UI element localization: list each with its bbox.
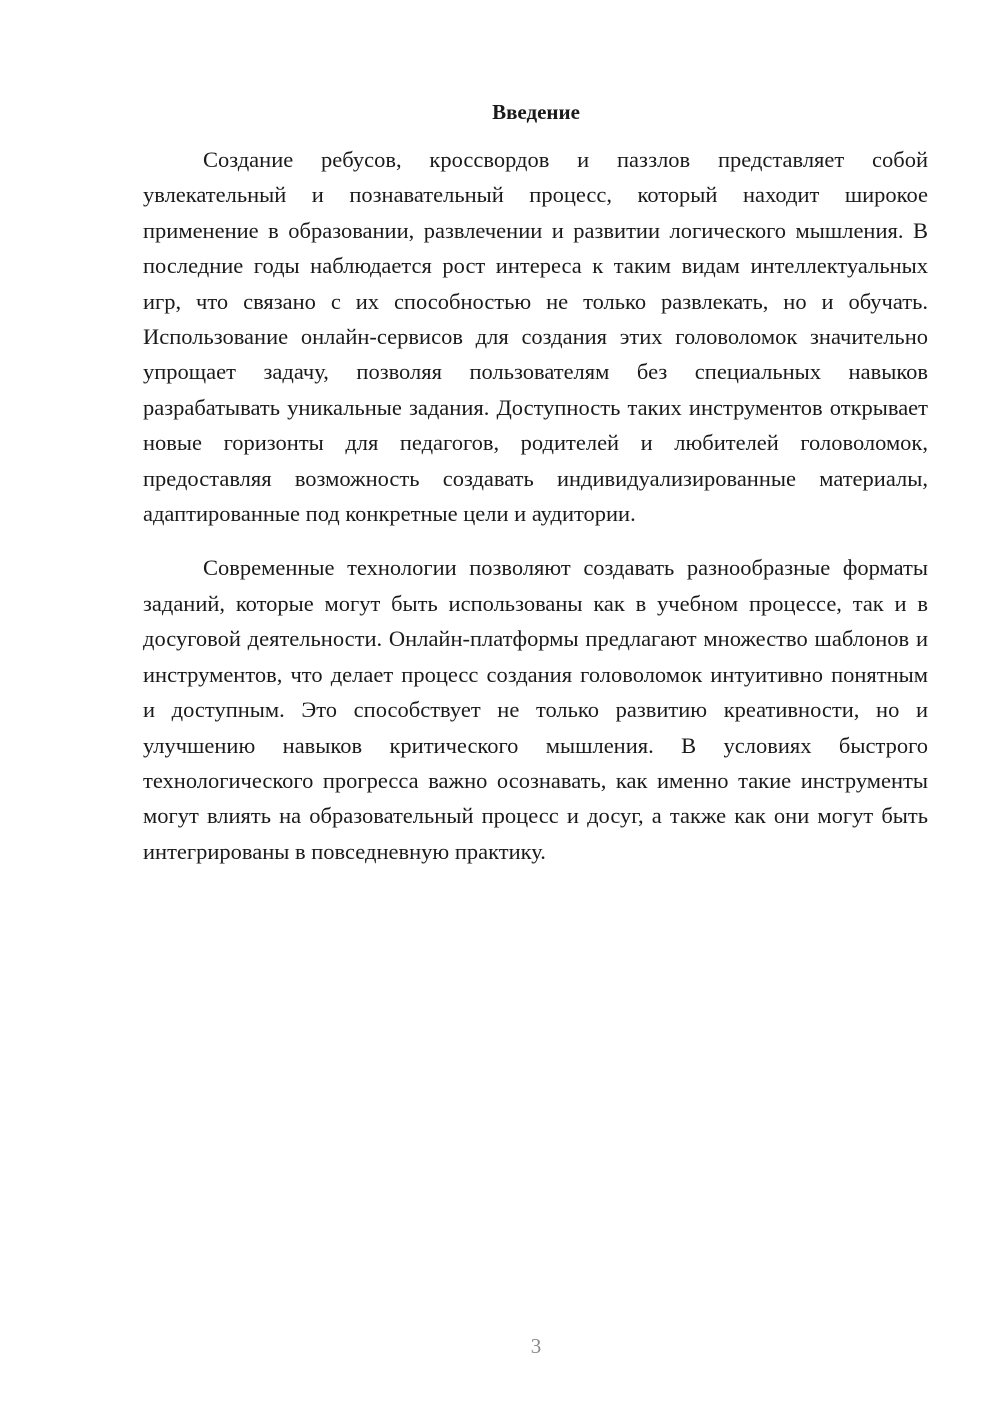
- paragraph-intro: Создание ребусов, кроссвордов и паззлов представляет собой увлекательный и познавательный процесс, который находит широкое применение в образовании, развлечении и развитии логического мышления. В последние годы наблюдается рост интереса к таким видам интеллектуальных игр, что связано с их способностью не только развлекать, но и обучать. Использование онлайн-сервисов для создания этих головоломок значительно упрощает задачу, позволяя пользователям без специальных навыков разрабатывать уникальные задания. Доступность таких инструментов открывает новые горизонты для педагогов, родителей и любителей головоломок, предоставляя возможность создавать индивидуализированные материалы, адаптированные под конкретные цели и аудитории.: [143, 147, 928, 527]
- paragraph-technologies: Современные технологии позволяют создавать разнообразные форматы заданий, которые могут быть использованы как в учебном процессе, так и в досуговой деятельности. Онлайн-платформы предлагают множество шаблонов и инструментов, что делает процесс создания головоломок интуитивно понятным и доступным. Это способствует не только развитию креативности, но и улучшению навыков критического мышления. В условиях быстрого технологического прогресса важно осознавать, как именно такие инструменты могут влиять на образовательный процесс и досуг, а также как они могут быть интегрированы в повседневную практику.: [143, 555, 928, 864]
- page-number: 3: [530, 1334, 542, 1358]
- page-title: Введение: [492, 100, 580, 124]
- body-text: [143, 142, 928, 869]
